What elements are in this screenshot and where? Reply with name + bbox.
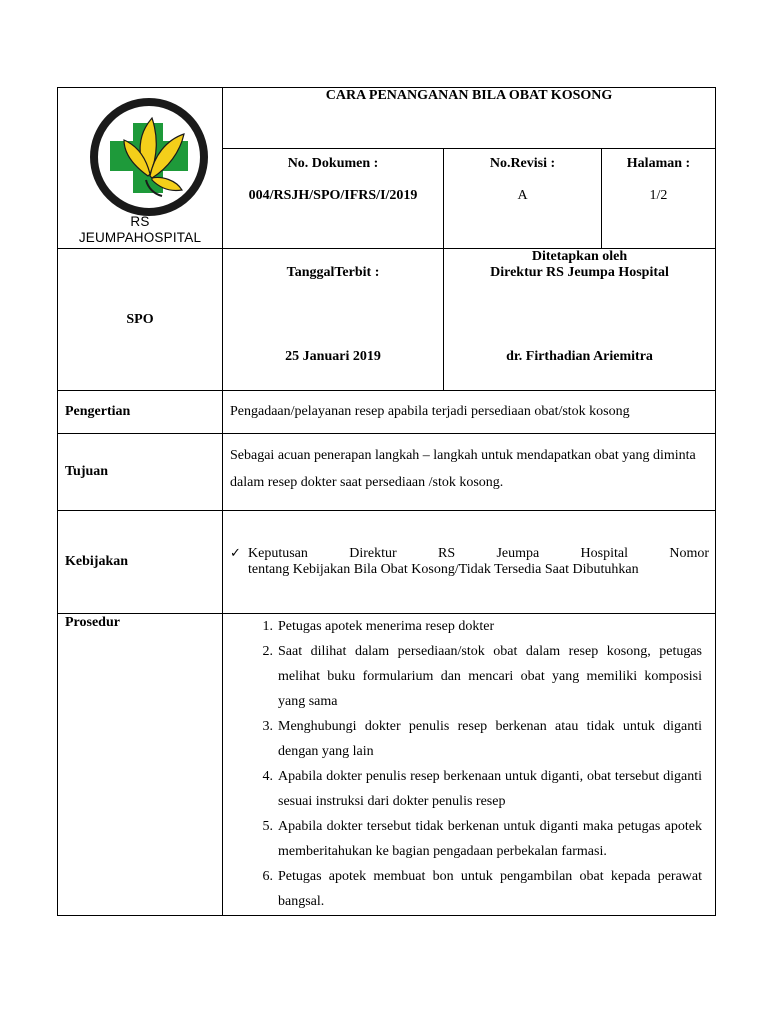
step-number: 2. xyxy=(262,644,273,659)
prosedur-label: Prosedur xyxy=(58,614,223,916)
step-number: 1. xyxy=(262,619,273,634)
prosedur-step xyxy=(230,714,702,764)
step-number: 3. xyxy=(262,719,273,734)
prosedur-step xyxy=(230,614,702,639)
approved-by-title: Direktur RS Jeumpa Hospital xyxy=(490,265,669,280)
kebijakan-cell xyxy=(223,511,716,614)
approved-by-name: dr. Firthadian Ariemitra xyxy=(506,349,653,364)
hospital-name-line2: JEUMPAHOSPITAL xyxy=(78,230,202,245)
step-text: Saat dilihat dalam persediaan/stok obat dalam resep kosong, petugas melihat buku formularium dan mencari obat yang memiliki komposisi yang sama xyxy=(278,644,702,709)
step-text: Petugas apotek membuat bon untuk pengambilan obat kepada perawat bangsal. xyxy=(278,869,702,909)
step-text: Menghubungi dokter penulis resep berkenan atau tidak untuk diganti dengan yang lain xyxy=(278,719,702,759)
page-cell xyxy=(602,149,716,249)
spo-document-table xyxy=(57,87,716,916)
prosedur-step xyxy=(230,814,702,864)
doc-number-cell xyxy=(223,149,444,249)
kebijakan-label: Kebijakan xyxy=(58,511,223,614)
approved-by-label: Ditetapkan oleh xyxy=(531,249,628,264)
issue-date-value: 25 Januari 2019 xyxy=(285,349,381,364)
approval-cell xyxy=(444,249,716,391)
step-number: 5. xyxy=(262,819,273,834)
prosedur-list xyxy=(230,614,709,914)
revision-label: No.Revisi : xyxy=(489,156,556,171)
step-number: 6. xyxy=(262,869,273,884)
prosedur-step xyxy=(230,639,702,714)
doc-number-label: No. Dokumen : xyxy=(287,156,379,171)
issue-date-label: TanggalTerbit : xyxy=(286,265,380,280)
step-text: Petugas apotek menerima resep dokter xyxy=(278,619,495,634)
document-title: CARA PENANGANAN BILA OBAT KOSONG xyxy=(223,88,716,149)
hospital-logo-cell xyxy=(58,88,223,249)
prosedur-step xyxy=(230,764,702,814)
spo-label: SPO xyxy=(58,249,223,391)
kebijakan-line1: Keputusan Direktur RS Jeumpa Hospital Nomor xyxy=(248,546,709,561)
issue-date-cell xyxy=(223,249,444,391)
prosedur-step xyxy=(230,864,702,914)
page-value: 1/2 xyxy=(649,188,668,203)
hospital-name-line1: RS xyxy=(130,214,150,229)
page-label: Halaman : xyxy=(626,156,691,171)
step-text: Apabila dokter tersebut tidak berkenan untuk diganti maka petugas apotek memberitahukan ke bagian pengadaan perbekalan farmasi. xyxy=(278,819,702,859)
pengertian-label: Pengertian xyxy=(58,391,223,434)
step-text: Apabila dokter penulis resep berkenaan untuk diganti, obat tersebut diganti sesuai instruksi dari dokter penulis resep xyxy=(278,769,702,809)
hospital-logo-icon xyxy=(88,96,210,218)
doc-number-value: 004/RSJH/SPO/IFRS/I/2019 xyxy=(248,188,418,203)
revision-value: A xyxy=(517,188,528,203)
pengertian-text: Pengadaan/pelayanan resep apabila terjadi persediaan obat/stok kosong xyxy=(223,391,716,434)
hospital-name xyxy=(58,214,222,246)
hospital-logo xyxy=(88,96,210,218)
tujuan-label: Tujuan xyxy=(58,434,223,511)
prosedur-cell xyxy=(223,614,716,916)
kebijakan-item xyxy=(230,546,709,578)
step-number: 4. xyxy=(262,769,273,784)
revision-cell xyxy=(444,149,602,249)
checkmark-icon: ✓ xyxy=(230,546,241,561)
kebijakan-line2: tentang Kebijakan Bila Obat Kosong/Tidak Tersedia Saat Dibutuhkan xyxy=(248,562,639,577)
tujuan-text: Sebagai acuan penerapan langkah – langkah untuk mendapatkan obat yang diminta dalam resep dokter saat persediaan /stok kosong. xyxy=(223,434,716,511)
